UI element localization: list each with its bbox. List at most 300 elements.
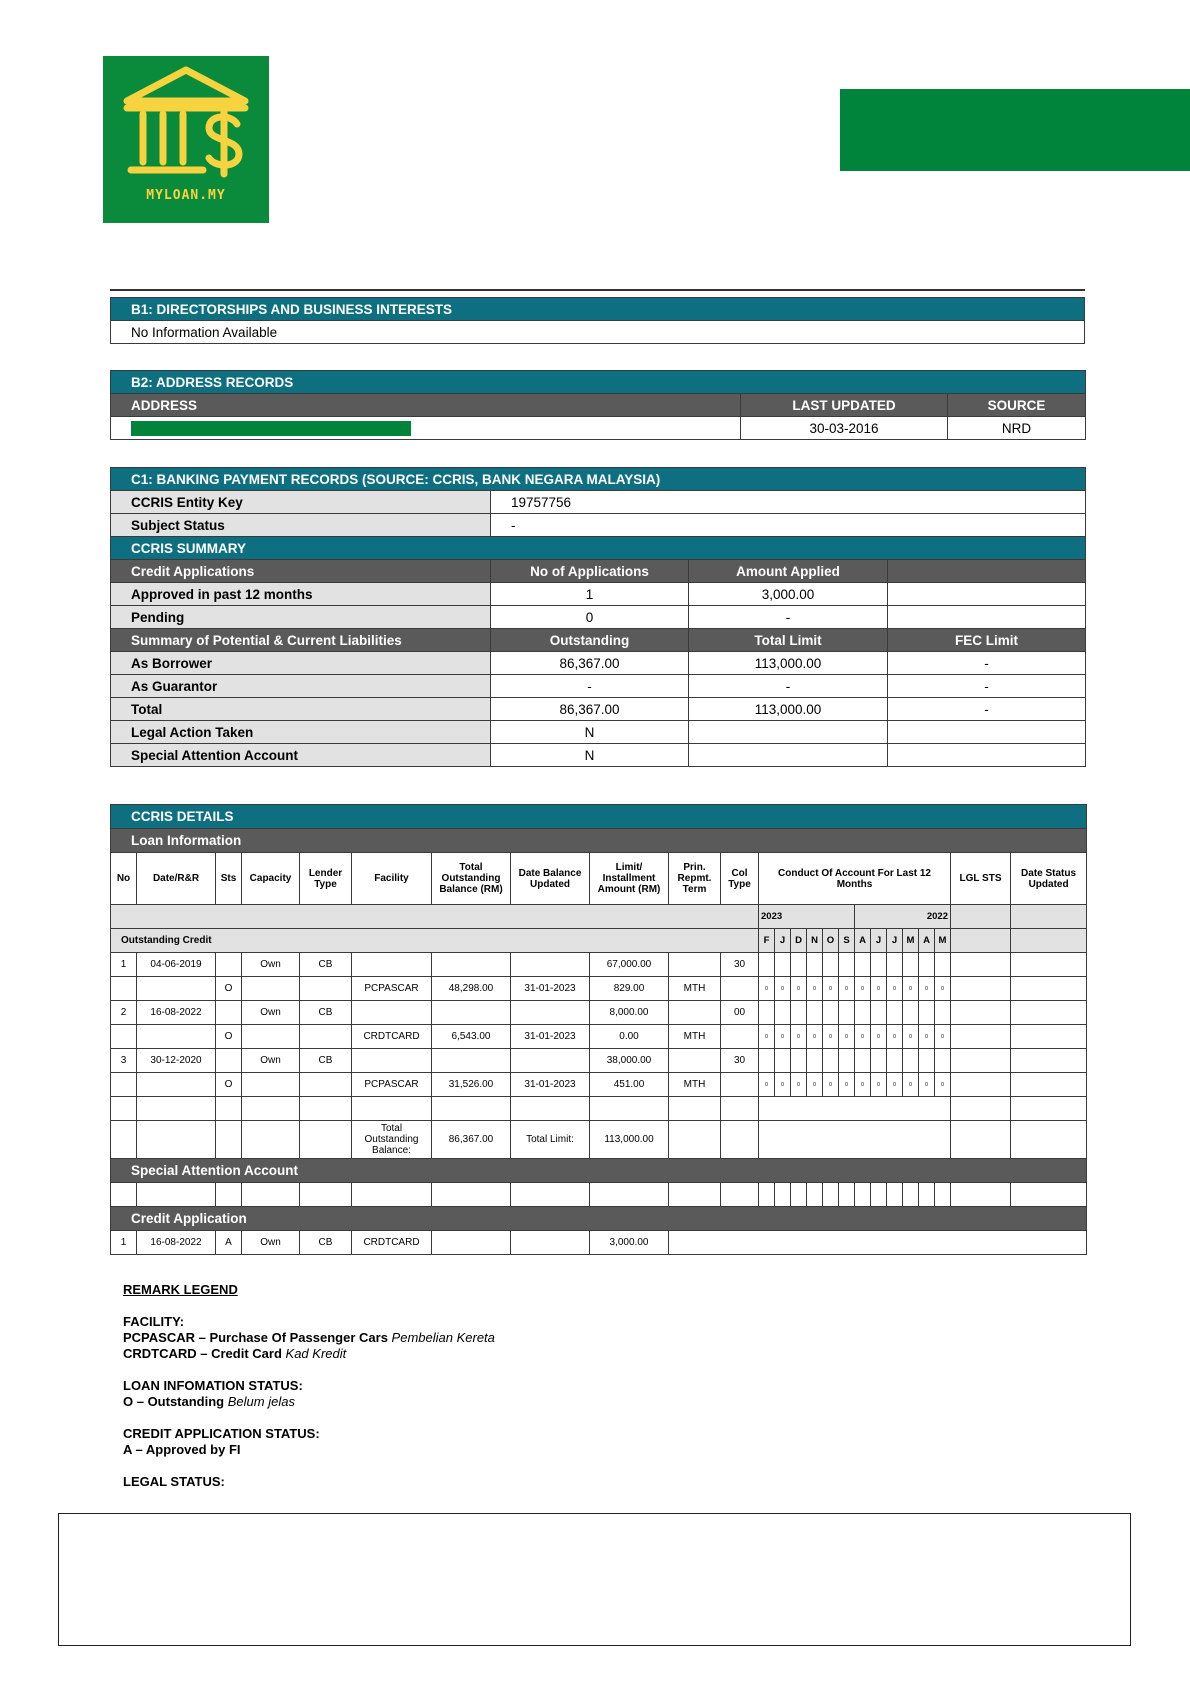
conduct-empty <box>919 1001 935 1025</box>
credit-app-lender: CB <box>300 1231 352 1255</box>
blank-cell <box>669 1001 721 1025</box>
empty-cell <box>1011 929 1087 953</box>
loan-updated: 31-01-2023 <box>511 1025 590 1049</box>
empty-cell <box>689 721 888 744</box>
conduct-value: 0 <box>871 977 887 1001</box>
legal-status-title: LEGAL STATUS: <box>123 1474 225 1489</box>
blank-cell <box>903 1183 919 1207</box>
conduct-empty <box>839 1001 855 1025</box>
loan-no: 1 <box>111 953 137 977</box>
month-header: F <box>759 929 775 953</box>
conduct-empty <box>823 1001 839 1025</box>
conduct-empty <box>759 953 775 977</box>
conduct-empty <box>903 1049 919 1073</box>
conduct-empty <box>887 953 903 977</box>
ccris-details-table <box>110 804 1087 1255</box>
col-lgl-sts: LGL STS <box>951 853 1011 905</box>
blank-cell <box>721 1183 759 1207</box>
blank-cell <box>511 1001 590 1025</box>
credit-app-no: 1 <box>111 1231 137 1255</box>
blank-cell <box>775 1183 791 1207</box>
guarantor-label: As Guarantor <box>111 675 491 698</box>
approved-label: Approved in past 12 months <box>111 583 491 606</box>
blank-cell <box>137 1073 216 1097</box>
conduct-empty <box>791 953 807 977</box>
liabilities-header: Summary of Potential & Current Liabilities <box>111 629 491 652</box>
empty-cell <box>951 929 1011 953</box>
conduct-empty <box>775 1049 791 1073</box>
status-o-def: O – Outstanding <box>123 1394 225 1409</box>
blank-cell <box>951 953 1011 977</box>
loan-balance: 31,526.00 <box>432 1073 511 1097</box>
loan-balance: 6,543.00 <box>432 1025 511 1049</box>
blank-cell <box>300 1097 352 1121</box>
conduct-value: 0 <box>871 1073 887 1097</box>
col-facility: Facility <box>352 853 432 905</box>
legal-action-value: N <box>491 721 689 744</box>
pcpascar-def: PCPASCAR – Purchase Of Passenger Cars <box>123 1330 388 1345</box>
conduct-value: 0 <box>823 1073 839 1097</box>
no-apps-header: No of Applications <box>491 560 689 583</box>
guarantor-outstanding: - <box>491 675 689 698</box>
loan-col-type: 30 <box>721 953 759 977</box>
c1-table <box>110 467 1086 767</box>
total-balance-value: 86,367.00 <box>432 1121 511 1159</box>
blank-cell <box>242 1183 300 1207</box>
blank-cell <box>721 1025 759 1049</box>
month-header: D <box>791 929 807 953</box>
conduct-value: 0 <box>855 1025 871 1049</box>
outstanding-credit-label: Outstanding Credit <box>111 929 759 953</box>
conduct-empty <box>887 1001 903 1025</box>
conduct-empty <box>855 1001 871 1025</box>
blank-cell <box>432 953 511 977</box>
outstanding-header: Outstanding <box>491 629 689 652</box>
blank-cell <box>216 1097 242 1121</box>
blank-cell <box>300 1183 352 1207</box>
empty-cell <box>951 905 1011 929</box>
blank-cell <box>721 977 759 1001</box>
conduct-empty <box>823 953 839 977</box>
conduct-value: 0 <box>759 1025 775 1049</box>
last-updated-cell: 30-03-2016 <box>741 417 948 440</box>
loan-balance: 48,298.00 <box>432 977 511 1001</box>
empty-cell <box>1011 905 1087 929</box>
conduct-empty <box>775 1001 791 1025</box>
total-limit-label: Total Limit: <box>511 1121 590 1159</box>
conduct-empty <box>807 1049 823 1073</box>
conduct-empty <box>839 953 855 977</box>
empty-cell <box>689 744 888 767</box>
blank-cell <box>1011 1183 1087 1207</box>
blank-cell <box>951 1097 1011 1121</box>
conduct-empty <box>903 953 919 977</box>
month-header: M <box>935 929 951 953</box>
conduct-empty <box>839 1049 855 1073</box>
conduct-value: 0 <box>919 1025 935 1049</box>
blank-cell <box>951 1025 1011 1049</box>
address-header: ADDRESS <box>111 394 741 417</box>
blank-cell <box>137 1025 216 1049</box>
blank-cell <box>111 1097 137 1121</box>
col-status-updated: Date Status Updated <box>1011 853 1087 905</box>
blank-cell <box>432 1231 511 1255</box>
conduct-empty <box>871 1001 887 1025</box>
source-header: SOURCE <box>948 394 1086 417</box>
pending-label: Pending <box>111 606 491 629</box>
blank-cell <box>669 1121 721 1159</box>
ccris-summary-title: CCRIS SUMMARY <box>111 537 1086 560</box>
entity-key-value: 19757756 <box>491 491 1086 514</box>
last-updated-header: LAST UPDATED <box>741 394 948 417</box>
conduct-value: 0 <box>791 1073 807 1097</box>
blank-cell <box>791 1183 807 1207</box>
conduct-empty <box>823 1049 839 1073</box>
col-limit: Limit/ Installment Amount (RM) <box>590 853 669 905</box>
blank-cell <box>807 1183 823 1207</box>
blank-cell <box>669 953 721 977</box>
conduct-value: 0 <box>791 1025 807 1049</box>
blank-cell <box>216 1121 242 1159</box>
loan-capacity: Own <box>242 1001 300 1025</box>
conduct-empty <box>791 1049 807 1073</box>
blank-cell <box>1011 1121 1087 1159</box>
blank-cell <box>352 1183 432 1207</box>
conduct-empty <box>807 1001 823 1025</box>
conduct-value: 0 <box>919 1073 935 1097</box>
conduct-value: 0 <box>839 1073 855 1097</box>
approved-count: 1 <box>491 583 689 606</box>
blank-cell <box>216 1183 242 1207</box>
month-header: M <box>903 929 919 953</box>
conduct-empty <box>871 953 887 977</box>
blank-cell <box>669 1049 721 1073</box>
blank-cell <box>669 1097 721 1121</box>
conduct-value: 0 <box>759 977 775 1001</box>
conduct-value: 0 <box>871 1025 887 1049</box>
col-no: No <box>111 853 137 905</box>
conduct-empty <box>759 1049 775 1073</box>
blank-cell <box>137 1097 216 1121</box>
loan-updated: 31-01-2023 <box>511 977 590 1001</box>
conduct-empty <box>759 1001 775 1025</box>
loan-date: 04-06-2019 <box>137 953 216 977</box>
blank-cell <box>137 977 216 1001</box>
legal-action-label: Legal Action Taken <box>111 721 491 744</box>
conduct-value: 0 <box>807 1025 823 1049</box>
conduct-empty <box>855 953 871 977</box>
loan-term: MTH <box>669 1073 721 1097</box>
conduct-empty <box>935 1001 951 1025</box>
empty-cell <box>888 606 1086 629</box>
blank-cell <box>951 1049 1011 1073</box>
blank-cell <box>759 1097 951 1121</box>
b1-text: No Information Available <box>111 321 1085 344</box>
saa-value: N <box>491 744 689 767</box>
conduct-empty <box>903 1001 919 1025</box>
col-lender-type: Lender Type <box>300 853 352 905</box>
conduct-value: 0 <box>807 1073 823 1097</box>
blank-cell <box>759 1183 775 1207</box>
credit-apps-header: Credit Applications <box>111 560 491 583</box>
month-header: N <box>807 929 823 953</box>
blank-cell <box>300 1025 352 1049</box>
loan-lender: CB <box>300 1049 352 1073</box>
blank-cell <box>759 1121 951 1159</box>
conduct-value: 0 <box>759 1073 775 1097</box>
conduct-value: 0 <box>887 1073 903 1097</box>
credit-app-amount: 3,000.00 <box>590 1231 669 1255</box>
blank-cell <box>871 1183 887 1207</box>
blank-cell <box>111 1073 137 1097</box>
logo-text: MYLOAN.MY <box>146 188 226 203</box>
approved-amount: 3,000.00 <box>689 583 888 606</box>
blank-cell <box>242 1097 300 1121</box>
loan-col-type: 30 <box>721 1049 759 1073</box>
borrower-outstanding: 86,367.00 <box>491 652 689 675</box>
loan-no: 3 <box>111 1049 137 1073</box>
blank-cell <box>432 1097 511 1121</box>
col-date: Date/R&R <box>137 853 216 905</box>
credit-app-sts: A <box>216 1231 242 1255</box>
col-balance: Total Outstanding Balance (RM) <box>432 853 511 905</box>
loan-facility: CRDTCARD <box>352 1025 432 1049</box>
blank-cell <box>242 1073 300 1097</box>
saa-empty-row <box>111 1183 1087 1207</box>
blank-cell <box>951 1073 1011 1097</box>
total-limit-header: Total Limit <box>689 629 888 652</box>
saa-label: Special Attention Account <box>111 744 491 767</box>
month-header: S <box>839 929 855 953</box>
blank-cell <box>669 1231 1087 1255</box>
conduct-value: 0 <box>903 1025 919 1049</box>
borrower-fec: - <box>888 652 1086 675</box>
loan-sub-row <box>111 977 1087 1001</box>
subject-status-label: Subject Status <box>111 514 491 537</box>
loan-updated: 31-01-2023 <box>511 1073 590 1097</box>
month-header: J <box>871 929 887 953</box>
blank-cell <box>1011 977 1087 1001</box>
conduct-value: 0 <box>775 977 791 1001</box>
conduct-value: 0 <box>823 1025 839 1049</box>
loan-sub-row <box>111 1073 1087 1097</box>
loan-rows <box>111 953 1087 1097</box>
loan-term: MTH <box>669 977 721 1001</box>
loan-no: 2 <box>111 1001 137 1025</box>
conduct-empty <box>919 953 935 977</box>
empty-cell <box>888 744 1086 767</box>
conduct-value: 0 <box>791 977 807 1001</box>
blank-cell <box>935 1183 951 1207</box>
pcpascar-ms: Pembelian Kereta <box>391 1330 495 1345</box>
blank-cell <box>919 1183 935 1207</box>
loan-sts: O <box>216 1073 242 1097</box>
empty-cell <box>888 583 1086 606</box>
conduct-empty <box>935 1049 951 1073</box>
loan-installment: 829.00 <box>590 977 669 1001</box>
conduct-empty <box>807 953 823 977</box>
loan-sts-empty <box>216 1001 242 1025</box>
guarantor-limit: - <box>689 675 888 698</box>
blank-cell <box>1011 953 1087 977</box>
empty-cell <box>888 721 1086 744</box>
blank-cell <box>137 1121 216 1159</box>
credit-app-facility: CRDTCARD <box>352 1231 432 1255</box>
blank-cell <box>352 1001 432 1025</box>
total-balance-label: Total Outstanding Balance: <box>352 1121 432 1159</box>
total-fec: - <box>888 698 1086 721</box>
status-a-def: A – Approved by FI <box>123 1442 241 1457</box>
conduct-value: 0 <box>839 1025 855 1049</box>
blank-cell <box>432 1001 511 1025</box>
loan-row <box>111 1001 1087 1025</box>
status-o-ms: Belum jelas <box>227 1394 295 1409</box>
crdtcard-def: CRDTCARD – Credit Card <box>123 1346 282 1361</box>
conduct-value: 0 <box>855 1073 871 1097</box>
blank-cell <box>590 1097 669 1121</box>
year-end: 2022 <box>855 905 951 929</box>
conduct-value: 0 <box>887 977 903 1001</box>
blank-cell <box>1011 1073 1087 1097</box>
loan-sts: O <box>216 977 242 1001</box>
month-header: J <box>775 929 791 953</box>
conduct-value: 0 <box>903 977 919 1001</box>
conduct-value: 0 <box>823 977 839 1001</box>
b2-title: B2: ADDRESS RECORDS <box>111 371 1086 394</box>
conduct-value: 0 <box>775 1025 791 1049</box>
loan-lender: CB <box>300 1001 352 1025</box>
blank-cell <box>511 1097 590 1121</box>
blank-cell <box>951 1183 1011 1207</box>
conduct-empty <box>871 1049 887 1073</box>
bottom-box <box>58 1513 1131 1646</box>
loan-date: 30-12-2020 <box>137 1049 216 1073</box>
b2-table <box>110 370 1086 440</box>
b1-title: B1: DIRECTORSHIPS AND BUSINESS INTERESTS <box>111 298 1085 321</box>
loan-sts-empty <box>216 1049 242 1073</box>
total-limit: 113,000.00 <box>689 698 888 721</box>
blank-cell <box>511 953 590 977</box>
month-header: J <box>887 929 903 953</box>
loan-capacity: Own <box>242 953 300 977</box>
loan-row <box>111 1049 1087 1073</box>
total-outstanding: 86,367.00 <box>491 698 689 721</box>
loan-row <box>111 953 1087 977</box>
address-redaction <box>131 421 411 436</box>
source-cell: NRD <box>948 417 1086 440</box>
bank-icon <box>103 56 269 186</box>
blank-cell <box>352 953 432 977</box>
loan-sub-row <box>111 1025 1087 1049</box>
blank-cell <box>111 977 137 1001</box>
loan-facility: PCPASCAR <box>352 1073 432 1097</box>
legend-title: REMARK LEGEND <box>123 1282 238 1297</box>
conduct-value: 0 <box>807 977 823 1001</box>
col-date-updated: Date Balance Updated <box>511 853 590 905</box>
col-term: Prin. Repmt. Term <box>669 853 721 905</box>
conduct-empty <box>919 1049 935 1073</box>
blank-cell <box>669 1183 721 1207</box>
blank-cell <box>855 1183 871 1207</box>
pending-count: 0 <box>491 606 689 629</box>
fec-limit-header: FEC Limit <box>888 629 1086 652</box>
conduct-value: 0 <box>775 1073 791 1097</box>
month-header: A <box>855 929 871 953</box>
blank-cell <box>111 1121 137 1159</box>
conduct-value: 0 <box>903 1073 919 1097</box>
borrower-label: As Borrower <box>111 652 491 675</box>
credit-app-date: 16-08-2022 <box>137 1231 216 1255</box>
myloan-logo <box>103 56 269 223</box>
crdtcard-ms: Kad Kredit <box>285 1346 347 1361</box>
conduct-value: 0 <box>919 977 935 1001</box>
blank-cell <box>951 977 1011 1001</box>
top-divider <box>110 289 1085 291</box>
loan-installment: 451.00 <box>590 1073 669 1097</box>
blank-cell <box>300 977 352 1001</box>
loan-installment: 0.00 <box>590 1025 669 1049</box>
blank-cell <box>721 1121 759 1159</box>
b1-table <box>110 297 1085 344</box>
facility-title: FACILITY: <box>123 1314 185 1329</box>
blank-cell <box>1011 1001 1087 1025</box>
total-label: Total <box>111 698 491 721</box>
blank-cell <box>242 1121 300 1159</box>
blank-cell <box>590 1183 669 1207</box>
loan-sts: O <box>216 1025 242 1049</box>
blank-cell <box>951 1121 1011 1159</box>
subject-status-value: - <box>491 514 1086 537</box>
conduct-value: 0 <box>935 1073 951 1097</box>
loan-capacity: Own <box>242 1049 300 1073</box>
col-conduct: Conduct Of Account For Last 12 Months <box>759 853 951 905</box>
blank-cell <box>951 1001 1011 1025</box>
blank-cell <box>1011 1049 1087 1073</box>
saa-section-title: Special Attention Account <box>111 1159 1087 1183</box>
year-start: 2023 <box>759 905 855 929</box>
blank-cell <box>511 1231 590 1255</box>
ccris-details-title: CCRIS DETAILS <box>111 805 1087 829</box>
credit-status-title: CREDIT APPLICATION STATUS: <box>123 1426 320 1441</box>
loan-col-type: 00 <box>721 1001 759 1025</box>
conduct-empty <box>935 953 951 977</box>
conduct-value: 0 <box>935 1025 951 1049</box>
pending-amount: - <box>689 606 888 629</box>
col-col-type: Col Type <box>721 853 759 905</box>
blank-cell <box>242 1025 300 1049</box>
conduct-empty <box>775 953 791 977</box>
loan-term: MTH <box>669 1025 721 1049</box>
blank-cell <box>300 1073 352 1097</box>
conduct-value: 0 <box>855 977 871 1001</box>
loan-limit: 38,000.00 <box>590 1049 669 1073</box>
year-row-spacer <box>111 905 759 929</box>
blank-cell <box>511 1183 590 1207</box>
amount-applied-header: Amount Applied <box>689 560 888 583</box>
blank-cell <box>111 1025 137 1049</box>
loan-status-title: LOAN INFOMATION STATUS: <box>123 1378 303 1393</box>
conduct-value: 0 <box>887 1025 903 1049</box>
blank-cell <box>300 1121 352 1159</box>
conduct-empty <box>887 1049 903 1073</box>
blank-cell <box>352 1097 432 1121</box>
month-header: O <box>823 929 839 953</box>
loan-limit: 67,000.00 <box>590 953 669 977</box>
blank-cell <box>1011 1097 1087 1121</box>
conduct-value: 0 <box>839 977 855 1001</box>
loan-sts-empty <box>216 953 242 977</box>
empty-header <box>888 560 1086 583</box>
